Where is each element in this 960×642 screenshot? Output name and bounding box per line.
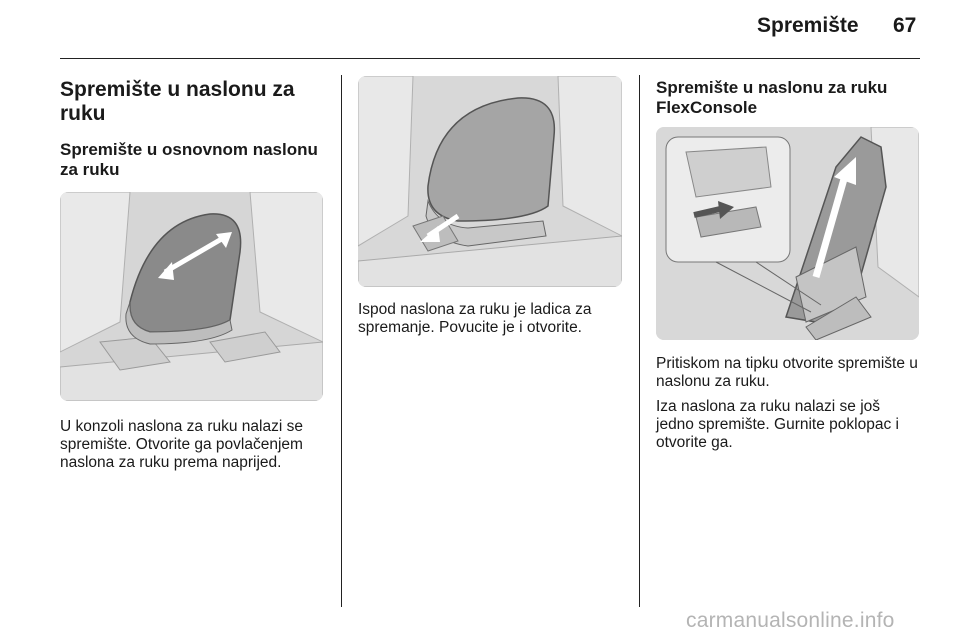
header-title: Spremište — [757, 14, 859, 37]
body-text: U konzoli naslona za ruku nalazi se spremište. Otvorite ga povlačenjem naslona za ruku prema naprijed. — [60, 418, 303, 471]
body-text-2: Iza naslona za ruku nalazi se još jedno spremište. Gurnite poklopac i otvorite ga. — [656, 398, 899, 451]
column-2-text — [358, 301, 623, 337]
watermark: carmanualsonline.info — [686, 609, 895, 632]
column-3-text — [656, 355, 921, 452]
column-1-text — [60, 418, 325, 472]
column-divider-2 — [639, 75, 640, 607]
column-3 — [656, 78, 921, 118]
drawer-illustration — [358, 76, 622, 287]
subsection-title: Spremište u naslonu za ruku FlexConsole — [656, 78, 888, 117]
section-title: Spremište u naslonu za ruku — [60, 78, 295, 125]
flexconsole-illustration — [656, 127, 919, 340]
body-text-1: Pritiskom na tipku otvorite spremište u naslonu za ruku. — [656, 355, 918, 390]
column-1 — [60, 78, 325, 180]
body-text: Ispod naslona za ruku je ladica za spremanje. Povucite je i otvorite. — [358, 301, 592, 336]
column-divider-1 — [341, 75, 342, 607]
subsection-title: Spremište u osnovnom naslonu za ruku — [60, 140, 318, 179]
header-divider — [60, 58, 920, 59]
armrest-storage-illustration — [60, 192, 323, 401]
page-number: 67 — [893, 14, 917, 37]
